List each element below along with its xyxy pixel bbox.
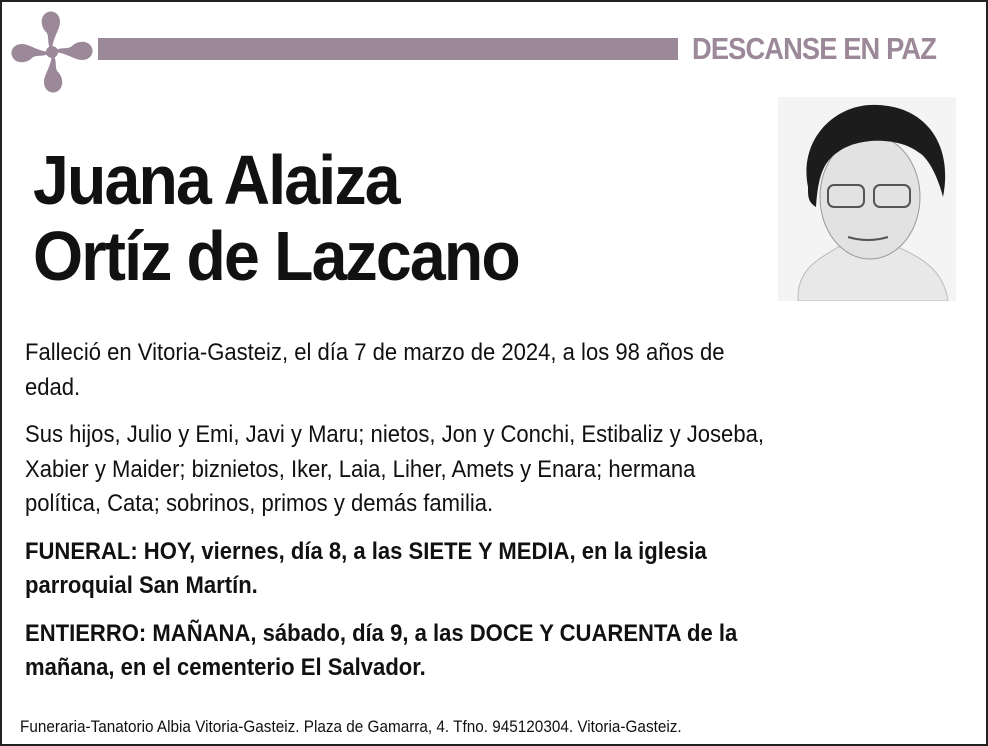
- funeral-home-footer: Funeraria-Tanatorio Albia Vitoria-Gasteiz. Plaza de Gamarra, 4. Tfno. 945120304. Vitoria-Gasteiz.: [20, 717, 682, 736]
- deceased-photo: [778, 97, 956, 301]
- text-line: Sus hijos, Julio y Emi, Javi y Maru; nietos, Jon y Conchi, Estibaliz y Joseba,: [25, 421, 764, 448]
- text-line: Xabier y Maider; biznietos, Iker, Laia, Liher, Amets y Enara; hermana: [25, 455, 696, 483]
- obituary-body: [25, 336, 970, 699]
- family-list: [25, 418, 970, 522]
- lauburu-icon: [8, 8, 96, 96]
- text-line: política, Cata; sobrinos, primos y demás familia.: [25, 490, 494, 517]
- text-line: ENTIERRO: MAÑANA, sábado, día 9, a las DOCE Y CUARENTA de la: [25, 619, 738, 647]
- funeral-info: [25, 535, 970, 604]
- text-line: Falleció en Vitoria-Gasteiz, el día 7 de marzo de 2024, a los 98 años de: [25, 339, 725, 366]
- header-title: DESCANSE EN PAZ: [692, 31, 936, 66]
- text-line: FUNERAL: HOY, viernes, día 8, a las SIETE Y MEDIA, en la iglesia: [25, 537, 707, 565]
- death-notice: [25, 336, 970, 405]
- deceased-name-line2: Ortíz de Lazcano: [33, 217, 519, 295]
- header-bar: [98, 38, 678, 60]
- text-line: parroquial San Martín.: [25, 572, 258, 599]
- deceased-name-line1: Juana Alaiza: [33, 141, 399, 219]
- burial-info: [25, 617, 970, 686]
- text-line: edad.: [25, 373, 81, 401]
- text-line: mañana, en el cementerio El Salvador.: [25, 654, 426, 681]
